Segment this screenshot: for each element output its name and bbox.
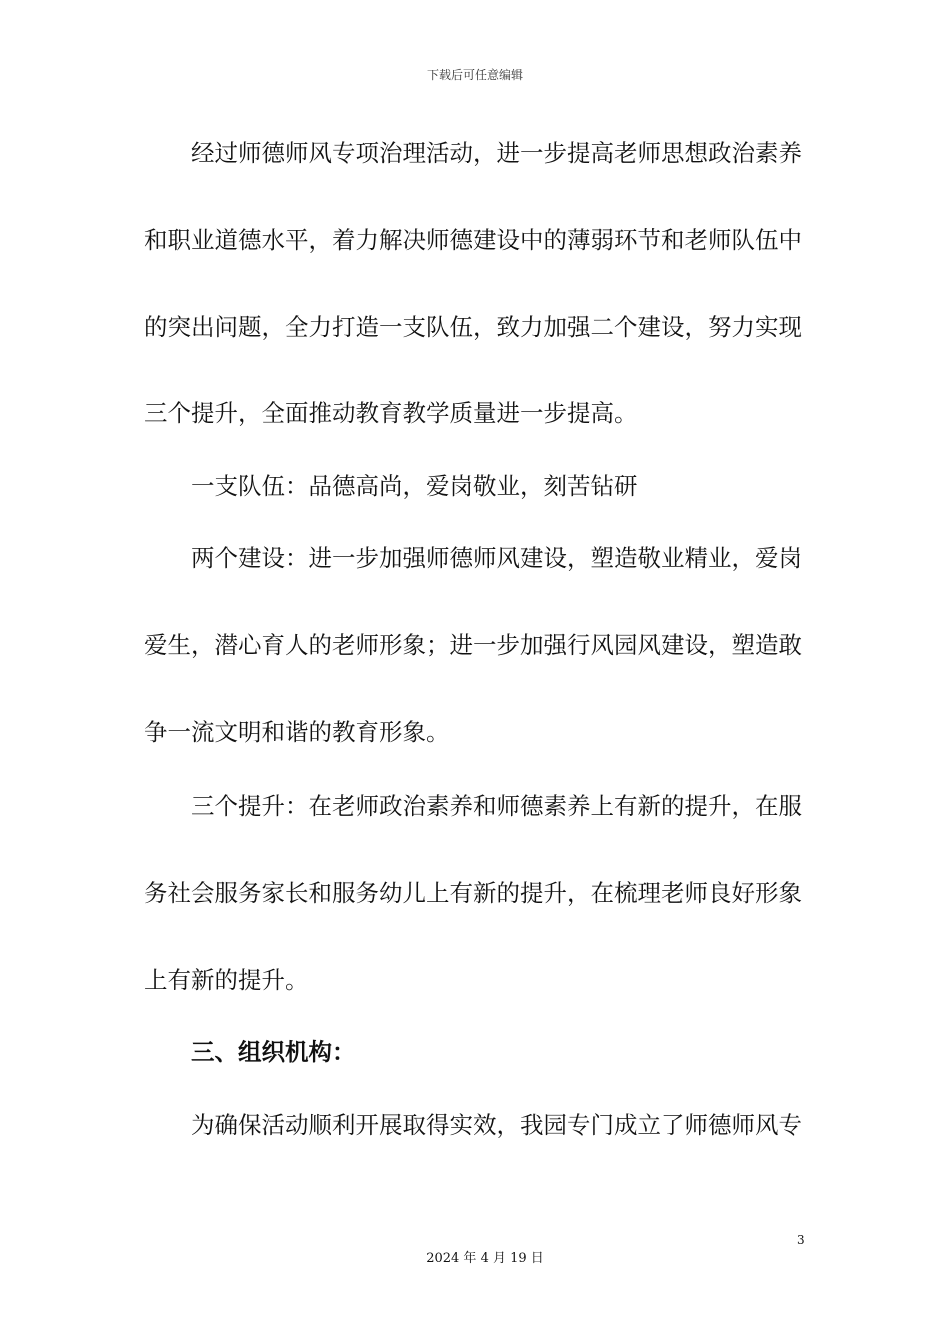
footer-date: 2024 年 4 月 19 日: [426, 1251, 544, 1266]
body-line-11: 上有新的提升。: [144, 966, 309, 994]
body-line-8: 争一流文明和谐的教育形象。: [144, 718, 450, 746]
body-line-3: 的突出问题，全力打造一支队伍，致力加强二个建设，努力实现: [144, 313, 802, 341]
body-line-5: 一支队伍：品德高尚，爱岗敬业，刻苦钻研: [191, 472, 638, 500]
body-line-7: 爱生，潜心育人的老师形象；进一步加强行风园风建设，塑造敢: [144, 631, 802, 659]
body-line-6: 两个建设：进一步加强师德师风建设，塑造敬业精业，爱岗: [191, 544, 802, 572]
page-header: 下载后可任意编辑: [426, 68, 523, 82]
body-line-9: 三个提升：在老师政治素养和师德素养上有新的提升，在服: [191, 792, 802, 820]
body-line-13: 为确保活动顺利开展取得实效，我园专门成立了师德师风专: [191, 1111, 802, 1139]
body-line-1: 经过师德师风专项治理活动，进一步提高老师思想政治素养: [191, 139, 802, 167]
body-line-4: 三个提升，全面推动教育教学质量进一步提高。: [144, 399, 638, 427]
body-line-2: 和职业道德水平，着力解决师德建设中的薄弱环节和老师队伍中: [144, 226, 802, 254]
page-number: 3: [797, 1233, 805, 1247]
body-line-10: 务社会服务家长和服务幼儿上有新的提升，在梳理老师良好形象: [144, 879, 802, 907]
section-heading: 三、组织机构：: [191, 1038, 356, 1066]
